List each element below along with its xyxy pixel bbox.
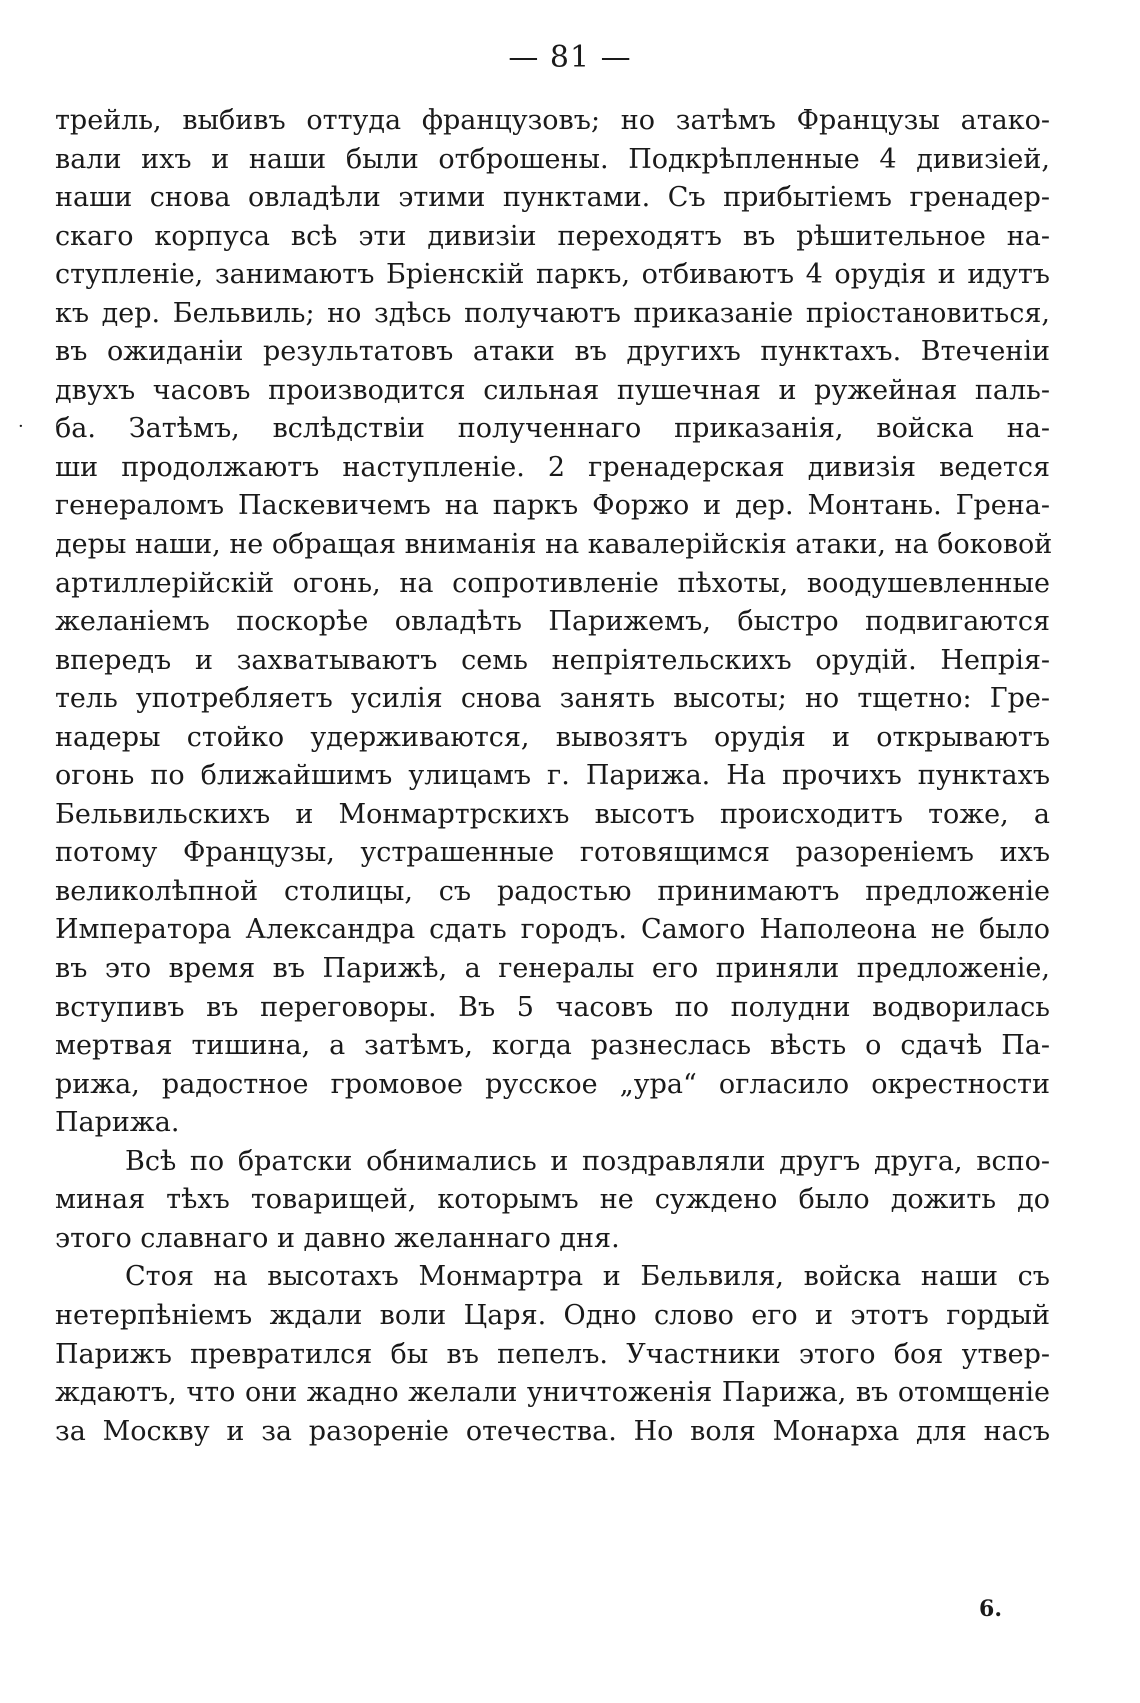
text-line: въ это время въ Парижѣ, а генералы его приняли предложеніе, [55,953,1050,985]
text-line: нетерпѣніемъ ждали воли Царя. Одно слово его и этотъ гордый [55,1299,1050,1331]
text-line: Стоя на высотахъ Монмартра и Бельвиля, войска наши съ [125,1261,1050,1293]
text-line: рижа, радостное громовое русское „ура“ огласило окрестности [55,1068,1050,1100]
text-line: великолѣпной столицы, съ радостью принимаютъ предложеніе [55,875,1050,907]
body-text [55,102,1053,1451]
text-line: скаго корпуса всѣ эти дивизіи переходятъ въ рѣшительное на- [55,220,1050,252]
margin-mark: · [18,416,24,437]
text-line: ши продолжаютъ наступленіе. 2 гренадерская дивизія ведется [55,451,1050,483]
text-line: вали ихъ и наши были отброшены. Подкрѣпленные 4 дивизіей, [55,143,1050,175]
text-line: трейль, выбивъ оттуда французовъ; но затѣмъ Французы атако- [55,105,1050,136]
text-line: генераломъ Паскевичемъ на паркъ Форжо и дер. Монтань. Грена- [55,490,1050,522]
text-line: Парижа. [55,1107,180,1139]
text-line: надеры стойко удерживаются, вывозятъ орудія и открываютъ [55,721,1050,753]
text-line: этого славнаго и давно желаннаго дня. [55,1222,620,1254]
text-line: ба. Затѣмъ, вслѣдствіи полученнаго приказанія, войска на- [55,413,1050,445]
text-line: Бельвильскихъ и Монмартрскихъ высотъ происходитъ тоже, а [55,798,1050,830]
text-line: Парижъ превратился бы въ пепелъ. Участники этого боя утвер- [55,1338,1050,1370]
text-line: потому Французы, устрашенные готовящимся разореніемъ ихъ [55,837,1050,869]
text-line: артиллерійскій огонь, на сопротивленіе пѣхоты, воодушевленные [55,567,1050,599]
text-line: миная тѣхъ товарищей, которымъ не суждено было дожить до [55,1184,1050,1216]
signature-mark: 6. [979,1596,1002,1622]
text-line: желаніемъ поскорѣе овладѣть Парижемъ, быстро подвигаются [55,606,1050,638]
text-line: въ ожиданіи результатовъ атаки въ другихъ пунктахъ. Втеченіи [55,336,1050,368]
text-line: тель употребляетъ усилія снова занять высоты; но тщетно: Гре- [55,683,1050,715]
text-line: Императора Александра сдать городъ. Самого Наполеона не было [55,914,1050,946]
text-line: деры наши, не обращая вниманія на кавалерійскія атаки, на боковой [55,529,1053,561]
text-line: къ дер. Бельвиль; но здѣсь получаютъ приказаніе пріостановиться, [55,297,1050,329]
text-line: двухъ часовъ производится сильная пушечная и ружейная паль- [55,374,1050,406]
text-line: наши снова овладѣли этими пунктами. Съ прибытіемъ гренадер- [55,182,1050,214]
text-line: ждаютъ, что они жадно желали уничтоженія Парижа, въ отомщеніе [55,1377,1050,1409]
text-line: вступивъ въ переговоры. Въ 5 часовъ по полудни водворилась [55,991,1050,1023]
text-line: впередъ и захватываютъ семь непріятельскихъ орудій. Непрія- [55,644,1050,676]
text-line: мертвая тишина, а затѣмъ, когда разнеслась вѣсть о сдачѣ Па- [55,1030,1050,1062]
text-line: огонь по ближайшимъ улицамъ г. Парижа. На прочихъ пунктахъ [55,760,1050,792]
text-line: ступленіе, занимаютъ Бріенскій паркъ, отбиваютъ 4 орудія и идутъ [55,259,1050,291]
text-line: за Москву и за разореніе отечества. Но воля Монарха для насъ [55,1415,1050,1447]
page-number: — 81 — [508,40,632,75]
text-line: Всѣ по братски обнимались и поздравляли другъ друга, вспо- [125,1145,1050,1177]
